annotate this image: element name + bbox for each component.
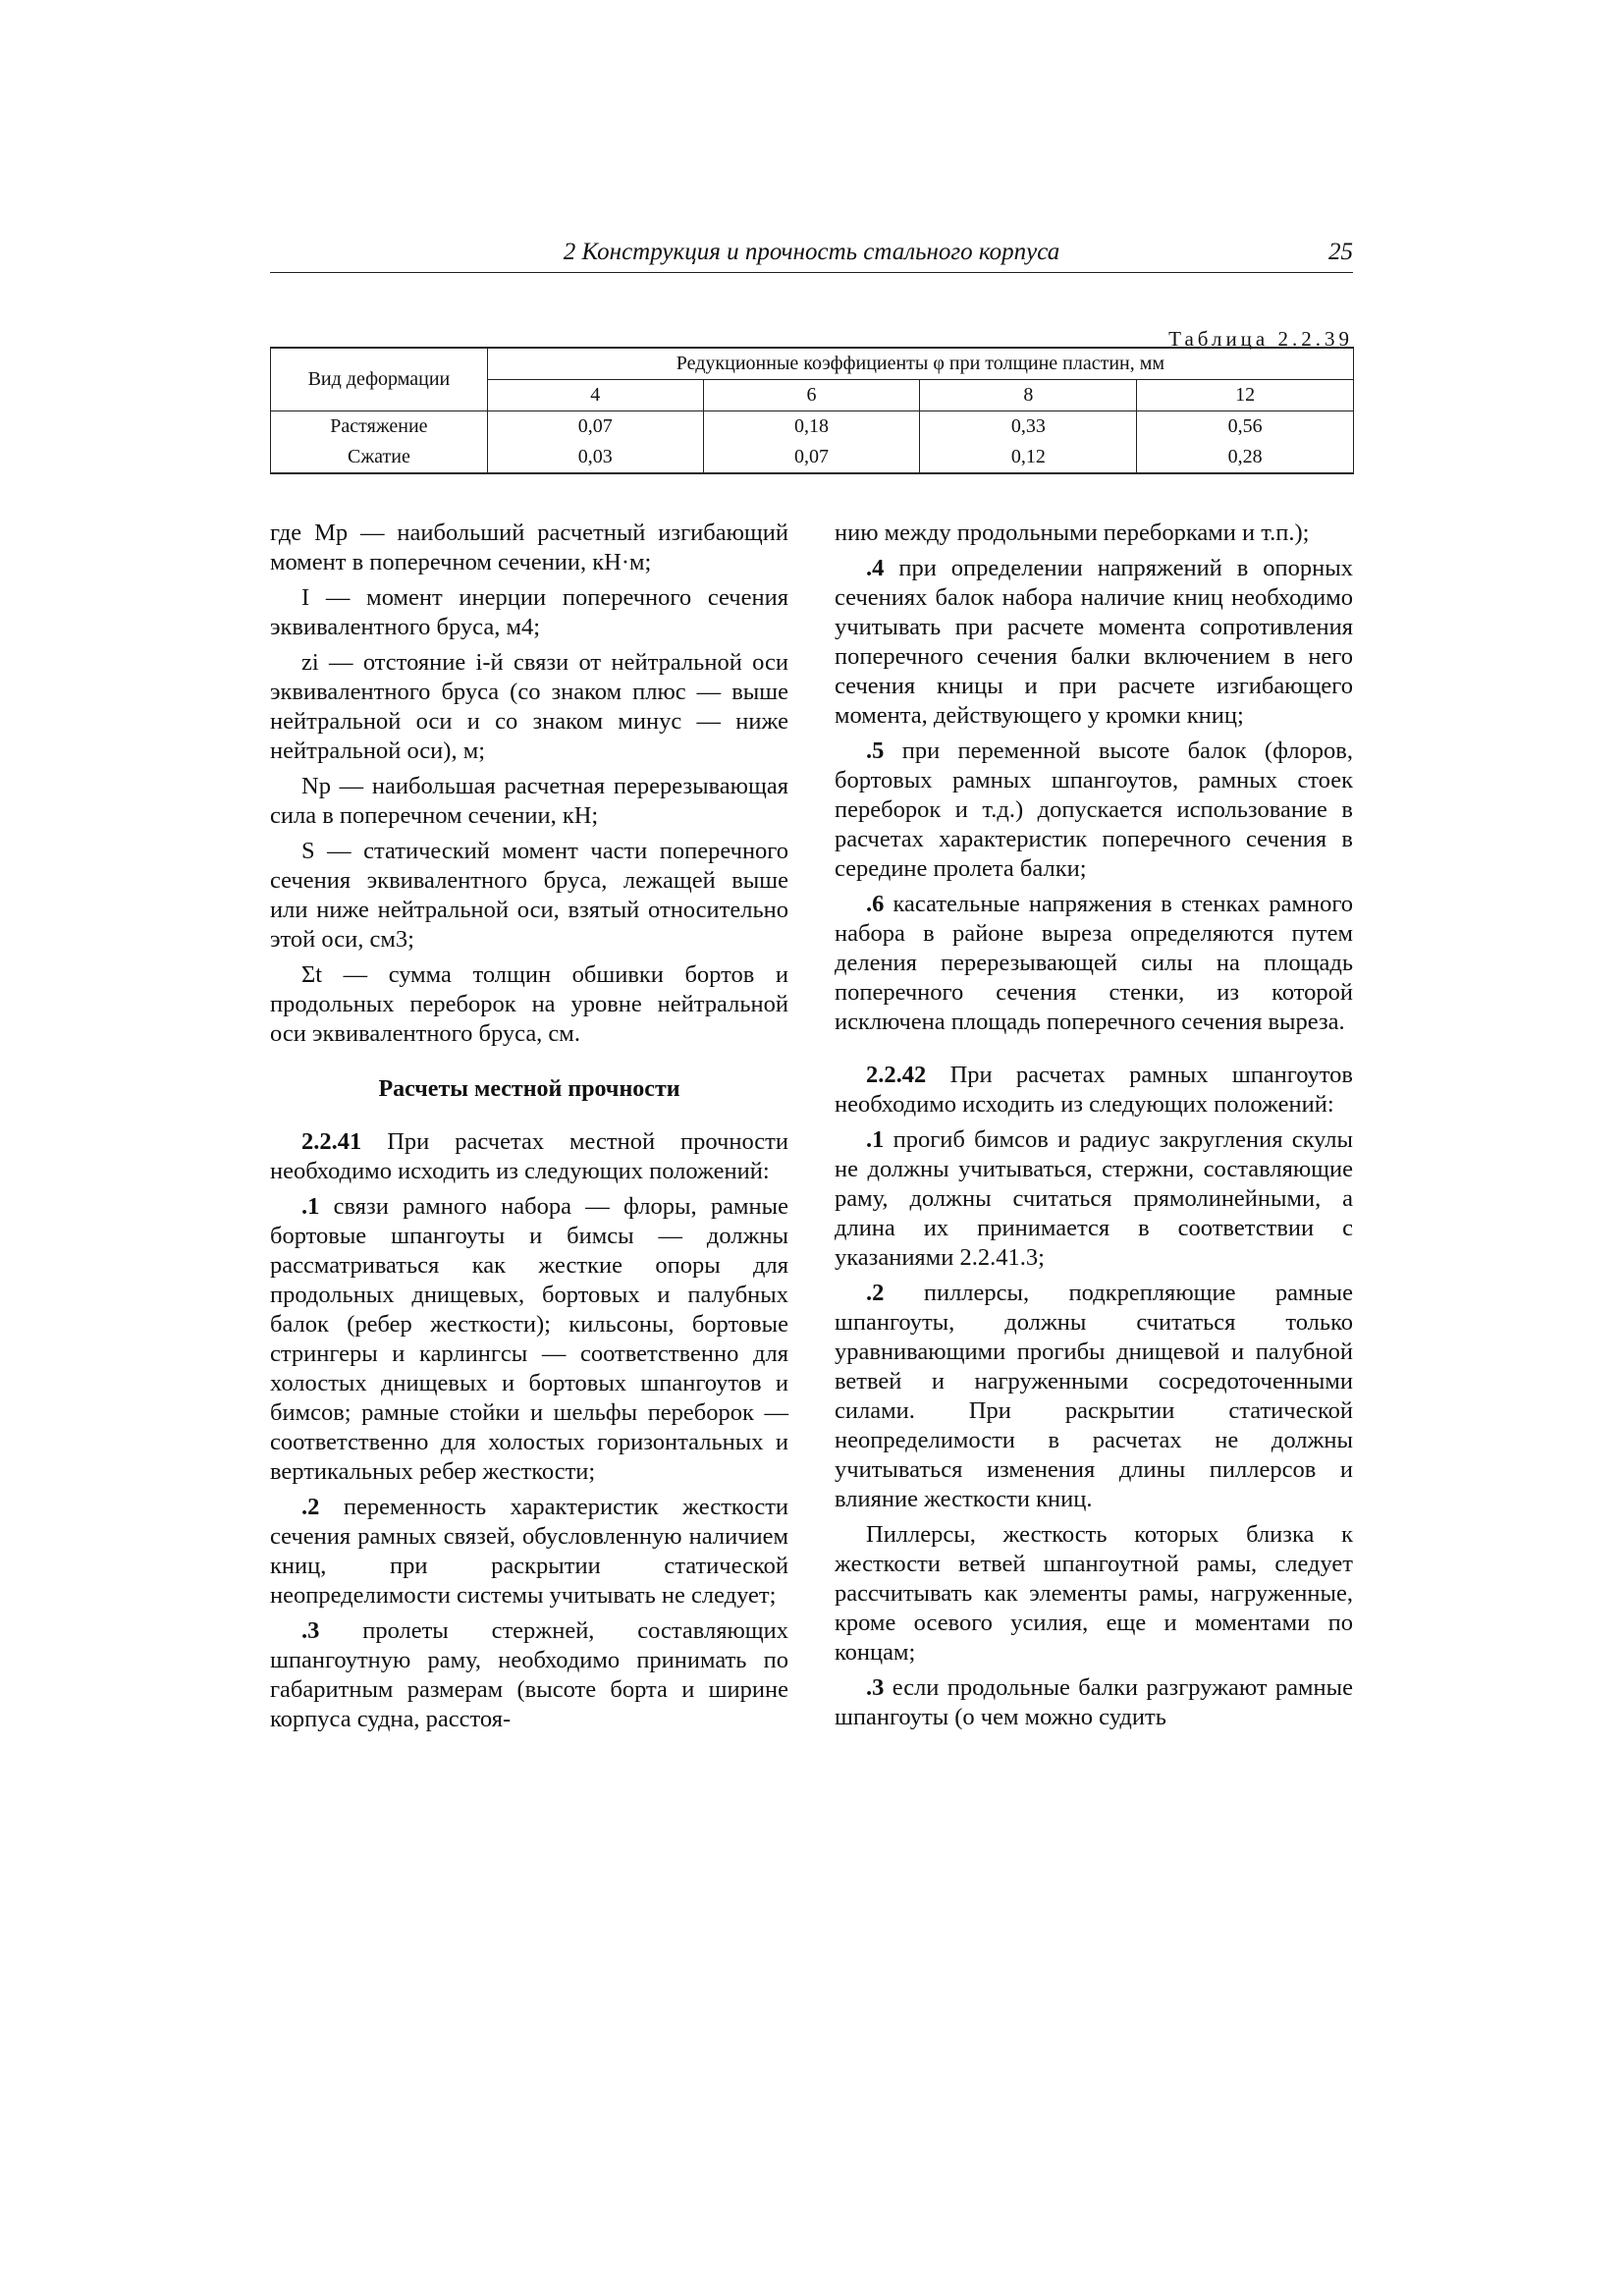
right-column — [835, 519, 1353, 1738]
item-1 — [270, 1192, 788, 1487]
table-cell: 0,28 — [1137, 442, 1354, 473]
definition-i: I — момент инерции поперечного сечения эквивалентного бруса, м4; — [270, 584, 788, 640]
clause-number: 2.2.42 — [866, 1062, 927, 1088]
item-6 — [835, 890, 1353, 1037]
table-cell: 0,56 — [1137, 411, 1354, 443]
item-number: .6 — [866, 891, 885, 917]
item-number: .2 — [301, 1494, 320, 1520]
item-text: прогиб бимсов и радиус закругления скулы не должны учитываться, стержни, составляющие раму, должны считаться прямолинейными, а длина их принимается в соответствии с указаниями 2.2.41.3; — [835, 1126, 1353, 1271]
item-5 — [835, 737, 1353, 884]
item-number: .2 — [866, 1280, 885, 1306]
table-row — [271, 442, 1354, 473]
clause-2-2-41 — [270, 1127, 788, 1186]
left-column — [270, 519, 788, 1740]
item-number: .1 — [301, 1193, 320, 1220]
thickness-header: 6 — [703, 380, 920, 411]
definition-mp: где Mр — наибольший расчетный изгибающий момент в поперечном сечении, кН·м; — [270, 519, 788, 575]
item-text: если продольные балки разгружают рамные шпангоуты (о чем можно судить — [835, 1674, 1353, 1730]
running-header — [270, 239, 1353, 273]
clause-2-2-42 — [835, 1061, 1353, 1120]
item-text: касательные напряжения в стенках рамного набора в районе выреза определяются путем деления перерезывающей силы на площадь поперечного сечения стенки, из которой исключена площадь поперечного сечения выреза. — [835, 891, 1354, 1035]
table-cell: 0,03 — [487, 442, 703, 473]
running-title: 2 Конструкция и прочность стального корпуса — [563, 239, 1060, 265]
item-3 — [835, 1673, 1353, 1732]
continued-text: нию между продольными переборками и т.п.); — [835, 519, 1310, 546]
item-2 — [835, 1279, 1353, 1514]
clause-text: При расчетах рамных шпангоутов необходимо исходить из следующих положений: — [835, 1062, 1353, 1118]
thickness-header: 8 — [920, 380, 1137, 411]
item-4 — [835, 554, 1353, 731]
item-number: .3 — [301, 1617, 320, 1644]
table-cell: 0,07 — [487, 411, 703, 443]
definition-s: S — статический момент части поперечного сечения эквивалентного бруса, лежащей выше или ниже нейтральной оси, взятый относительно этой оси, см3; — [270, 838, 788, 953]
item-number: .5 — [866, 738, 885, 764]
item-3 — [270, 1616, 788, 1734]
item-text: связи рамного набора — флоры, рамные бортовые шпангоуты и бимсы — должны рассматриваться как жесткие опоры для продольных днищевых, бортовых и палубных балок (ребер жесткости); кильсоны, бортовые стрингеры и карлингсы — соответственно для холостых днищевых и бортовых шпангоутов и бимсов; рамные стойки и шельфы переборок — соответственно для холостых горизонтальных и вертикальных ребер жесткости; — [270, 1193, 788, 1485]
col-header-deformation: Вид деформации — [271, 348, 488, 411]
item-text: при переменной высоте балок (флоров, бортовых рамных шпангоутов, рамных стоек переборок и т.д.) допускается использование в расчетах характеристик поперечного сечения в середине пролета балки; — [835, 738, 1353, 882]
item-text: переменность характеристик жесткости сечения рамных связей, обусловленную наличием книц, при раскрытии статической неопределимости системы учитывать не следует; — [270, 1494, 789, 1609]
item-number: .4 — [866, 555, 885, 581]
thickness-header: 4 — [487, 380, 703, 411]
row-label: Растяжение — [271, 411, 488, 443]
item-text: пролеты стержней, составляющих шпангоутную раму, необходимо принимать по габаритным размерам (высоте борта и ширине корпуса судна, расстоя- — [270, 1617, 789, 1732]
group-header-coefficients: Редукционные коэффициенты φ при толщине пластин, мм — [487, 348, 1353, 380]
item-number: .3 — [866, 1674, 885, 1701]
table-row — [271, 411, 1354, 443]
definition-zi: zi — отстояние i-й связи от нейтральной оси эквивалентного бруса (со знаком плюс — выше нейтральной оси и со знаком минус — ниже нейтральной оси), м; — [270, 649, 788, 764]
section-heading: Расчеты местной прочности — [378, 1076, 680, 1102]
pillers-paragraph: Пиллерсы, жесткость которых близка к жесткости ветвей шпангоутной рамы, следует рассчитывать как элементы рамы, нагруженные, кроме осевого усилия, еще и моментами по концам; — [835, 1521, 1353, 1666]
table-cell: 0,12 — [920, 442, 1137, 473]
item-number: .1 — [866, 1126, 885, 1153]
thickness-header: 12 — [1137, 380, 1354, 411]
table-caption: Таблица 2.2.39 — [1168, 327, 1353, 351]
item-text: пиллерсы, подкрепляющие рамные шпангоуты, должны считаться только уравнивающими прогибы днищевой и палубной ветвей и нагруженными сосредоточенными силами. При раскрытии статической неопределимости в расчетах не должны учитываться изменения длины пиллерсов и влияние жесткости книц. — [835, 1280, 1354, 1512]
reduction-coefficients-table — [270, 347, 1354, 474]
table-cell: 0,33 — [920, 411, 1137, 443]
page-number: 25 — [1328, 239, 1353, 265]
definition-np: Nр — наибольшая расчетная перерезывающая сила в поперечном сечении, кН; — [270, 773, 788, 829]
row-label: Сжатие — [271, 442, 488, 473]
definition-sum-t: Σt — сумма толщин обшивки бортов и продольных переборок на уровне нейтральной оси эквивалентного бруса, см. — [270, 961, 788, 1047]
item-2 — [270, 1493, 788, 1611]
clause-text: При расчетах местной прочности необходимо исходить из следующих положений: — [270, 1128, 788, 1184]
item-text: при определении напряжений в опорных сечениях балок набора наличие книц необходимо учитывать при расчете момента сопротивления поперечного сечения балки включением в него сечения кницы и при расчете изгибающего момента, действующего у кромки книц; — [835, 555, 1353, 729]
table-cell: 0,18 — [703, 411, 920, 443]
table-cell: 0,07 — [703, 442, 920, 473]
item-1 — [835, 1125, 1353, 1273]
clause-number: 2.2.41 — [301, 1128, 362, 1155]
